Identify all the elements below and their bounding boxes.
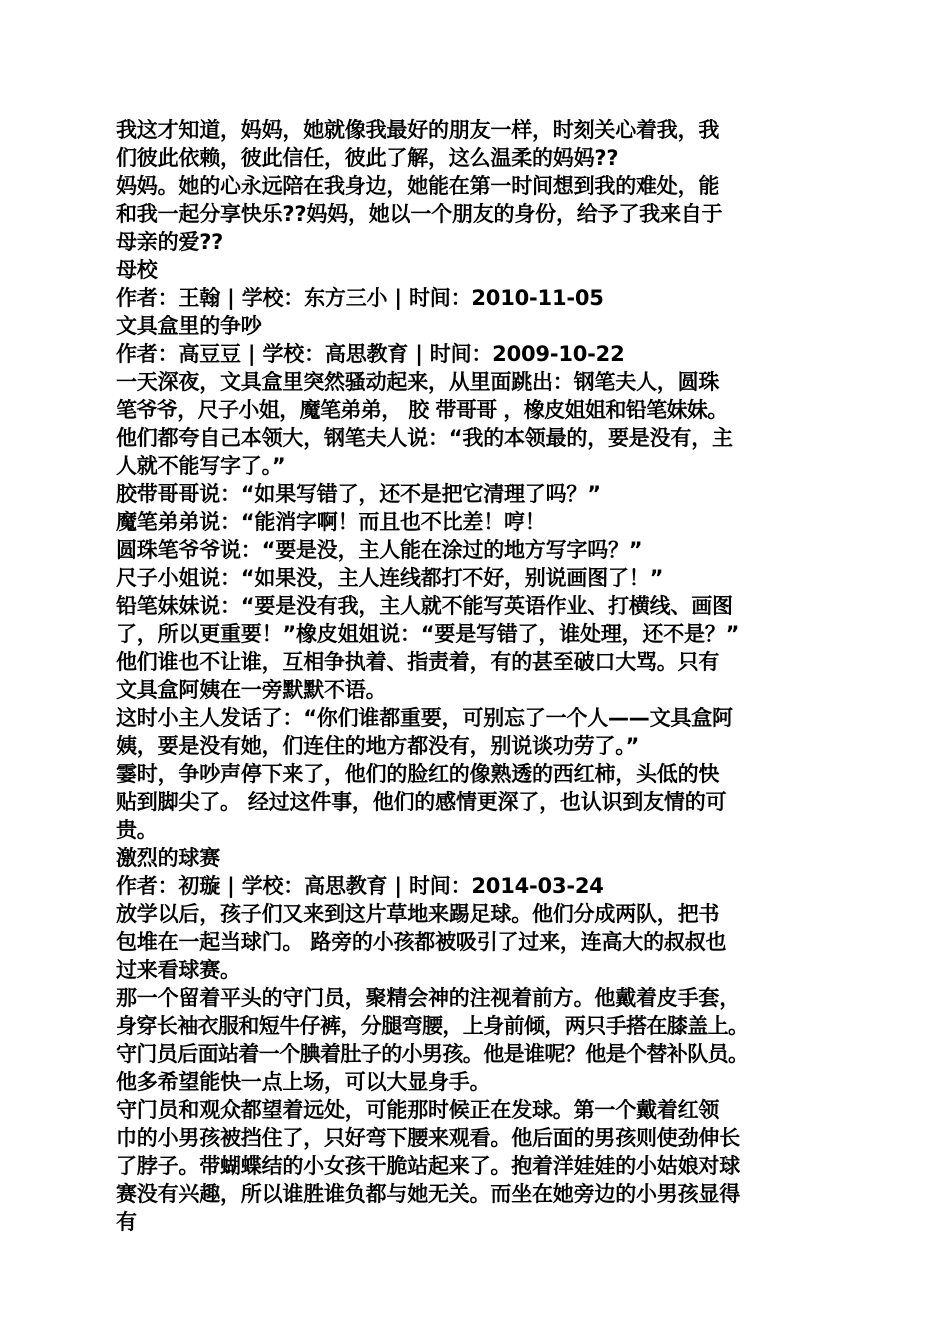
text-line: 铅笔妹妹说：“要是没有我，主人就不能写英语作业、打横线、画图	[116, 594, 733, 618]
text-line: 赛没有兴趣，所以谁胜谁负都与她无关。而坐在她旁边的小男孩显得	[116, 1182, 740, 1206]
text-line: 们彼此依赖，彼此信任，彼此了解，这么温柔的妈妈??	[116, 146, 619, 170]
text-line: 胶带哥哥说：“如果写错了，还不是把它清理了吗？”	[116, 482, 601, 506]
article-title: 激烈的球赛	[116, 846, 220, 870]
text-line: 守门员后面站着一个腆着肚子的小男孩。他是谁呢？他是个替补队员。	[116, 1042, 749, 1066]
article-byline: 作者：高豆豆 | 学校：高思教育 | 时间：2009-10-22	[116, 342, 625, 366]
article-byline: 作者：初璇 | 学校：高思教育 | 时间：2014-03-24	[116, 874, 604, 898]
text-line: 他们谁也不让谁，互相争执着、指责着，有的甚至破口大骂。只有	[116, 650, 720, 674]
text-line: 他多希望能快一点上场，可以大显身手。	[116, 1070, 491, 1094]
text-line: 包堆在一起当球门。 路旁的小孩都被吸引了过来，连高大的叔叔也	[116, 930, 727, 954]
text-line: 魔笔弟弟说：“能消字啊！而且也不比差！哼！	[116, 510, 546, 534]
text-line: 守门员和观众都望着远处，可能那时候正在发球。第一个戴着红领	[116, 1098, 720, 1122]
text-line: 了脖子。带蝴蝶结的小女孩干脆站起来了。抱着洋娃娃的小姑娘对球	[116, 1154, 740, 1178]
text-line: 母亲的爱??	[116, 230, 224, 254]
text-line: 那一个留着平头的守门员，聚精会神的注视着前方。他戴着皮手套，	[116, 986, 740, 1010]
text-line: 笔爷爷，尺子小姐，魔笔弟弟， 胶 带哥哥 ，橡皮姐姐和铅笔妹妹。	[116, 398, 728, 422]
text-line: 这时小主人发话了：“你们谁都重要，可别忘了一个人——文具盒阿	[116, 706, 733, 730]
text-line: 身穿长袖衣服和短牛仔裤，分腿弯腰，上身前倾，两只手搭在膝盖上。	[116, 1014, 749, 1038]
text-line: 人就不能写字了。”	[116, 454, 286, 478]
document-body	[116, 116, 846, 1236]
text-line: 尺子小姐说：“如果没，主人连线都打不好，别说画图了！”	[116, 566, 664, 590]
text-line: 一天深夜，文具盒里突然骚动起来，从里面跳出：钢笔夫人，圆珠	[116, 370, 720, 394]
text-line: 圆珠笔爷爷说：“要是没，主人能在涂过的地方写字吗？”	[116, 538, 643, 562]
text-line: 他们都夸自己本领大，钢笔夫人说：“我的本领最的，要是没有，主	[116, 426, 733, 450]
text-line: 有	[116, 1210, 137, 1234]
text-line: 霎时，争吵声停下来了，他们的脸红的像熟透的西红柿，头低的快	[116, 762, 720, 786]
text-line: 贴到脚尖了。 经过这件事，他们的感情更深了，也认识到友情的可	[116, 790, 727, 814]
text-line: 妈妈。她的心永远陪在我身边，她能在第一时间想到我的难处，能	[116, 174, 720, 198]
text-line: 文具盒阿姨在一旁默默不语。	[116, 678, 387, 702]
text-line: 放学以后，孩子们又来到这片草地来踢足球。他们分成两队，把书	[116, 902, 720, 926]
text-line: 了，所以更重要！”橡皮姐姐说：“要是写错了，谁处理，还不是？”	[116, 622, 740, 646]
text-line: 贵。	[116, 818, 158, 842]
article-title: 文具盒里的争吵	[116, 314, 262, 338]
text-line: 过来看球赛。	[116, 958, 241, 982]
text-line: 和我一起分享快乐??妈妈，她以一个朋友的身份，给予了我来自于	[116, 202, 723, 226]
text-line: 姨，要是没有她，们连住的地方都没有，别说谈功劳了。”	[116, 734, 640, 758]
text-line: 我这才知道，妈妈，她就像我最好的朋友一样，时刻关心着我，我	[116, 118, 720, 142]
text-line: 巾的小男孩被挡住了，只好弯下腰来观看。他后面的男孩则使劲伸长	[116, 1126, 740, 1150]
article-byline: 作者：王翰 | 学校：东方三小 | 时间：2010-11-05	[116, 286, 604, 310]
article-title: 母校	[116, 258, 158, 282]
